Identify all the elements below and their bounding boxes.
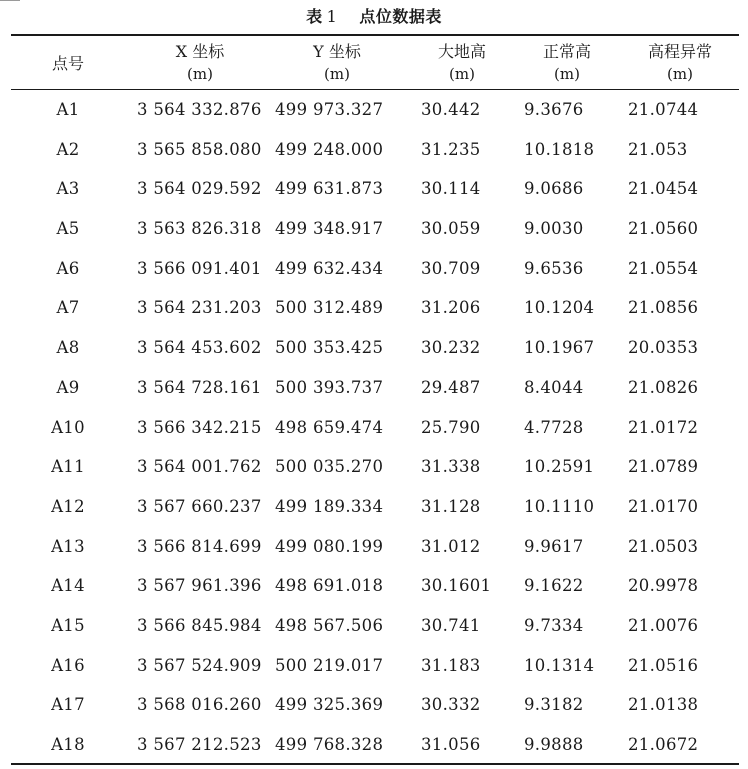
cell-x-coordinate: 3 564 001.762 <box>137 457 262 477</box>
header-x-coordinate-label: X 坐标 <box>175 42 225 61</box>
cell-normal-height: 10.1204 <box>524 298 595 318</box>
cell-x-coordinate: 3 564 231.203 <box>137 298 262 318</box>
cell-geodetic-height: 31.128 <box>421 496 481 516</box>
cell-normal-height: 9.0686 <box>524 179 584 199</box>
header-normal-height-unit: (m) <box>554 65 580 83</box>
table-header <box>0 36 748 88</box>
cell-normal-height: 9.9888 <box>524 735 584 754</box>
cell-y-coordinate: 498 659.474 <box>275 417 384 437</box>
cell-y-coordinate: 500 312.489 <box>275 298 384 318</box>
cell-geodetic-height: 30.741 <box>421 615 481 635</box>
cell-geodetic-height: 30.1601 <box>421 576 492 596</box>
table-row <box>0 131 748 171</box>
table-row <box>0 528 748 568</box>
cell-height-anomaly: 21.0454 <box>628 179 699 199</box>
cell-point-id: A15 <box>51 615 85 635</box>
cell-x-coordinate: 3 566 091.401 <box>137 258 262 278</box>
cell-geodetic-height: 30.442 <box>421 100 481 119</box>
cell-normal-height: 4.7728 <box>524 417 584 437</box>
cell-height-anomaly: 20.9978 <box>628 576 699 596</box>
table-row <box>0 289 748 329</box>
caption-label: 表 <box>306 7 323 26</box>
cell-x-coordinate: 3 567 524.909 <box>137 655 262 675</box>
header-y-coordinate-unit: (m) <box>324 65 350 83</box>
table-row <box>0 369 748 409</box>
cell-height-anomaly: 21.0172 <box>628 417 699 437</box>
cell-normal-height: 9.6536 <box>524 258 584 278</box>
cell-point-id: A13 <box>51 536 85 556</box>
cell-height-anomaly: 21.0170 <box>628 496 699 516</box>
table-caption <box>0 4 748 27</box>
table-row <box>0 250 748 290</box>
header-height-anomaly-label: 高程异常 <box>647 42 712 61</box>
cell-y-coordinate: 499 768.328 <box>275 735 384 754</box>
cell-x-coordinate: 3 567 961.396 <box>137 576 262 596</box>
cell-point-id: A9 <box>56 377 80 397</box>
cell-x-coordinate: 3 567 212.523 <box>137 735 262 754</box>
table-row <box>0 647 748 687</box>
cell-point-id: A12 <box>51 496 85 516</box>
cell-point-id: A6 <box>56 258 80 278</box>
table-row <box>0 448 748 488</box>
cell-x-coordinate: 3 566 342.215 <box>137 417 262 437</box>
cell-height-anomaly: 21.0826 <box>628 377 699 397</box>
header-x-coordinate-unit: (m) <box>187 65 213 83</box>
cell-height-anomaly: 21.0789 <box>628 457 699 477</box>
header-geodetic-height <box>422 36 502 88</box>
cell-x-coordinate: 3 564 029.592 <box>137 179 262 199</box>
cell-y-coordinate: 499 248.000 <box>275 139 384 159</box>
cell-y-coordinate: 499 080.199 <box>275 536 384 556</box>
cell-x-coordinate: 3 566 814.699 <box>137 536 262 556</box>
cell-normal-height: 10.1314 <box>524 655 595 675</box>
table-row <box>0 686 748 726</box>
cell-point-id: A14 <box>51 576 85 596</box>
cell-point-id: A17 <box>51 695 85 715</box>
cell-y-coordinate: 498 691.018 <box>275 576 384 596</box>
cell-height-anomaly: 20.0353 <box>628 338 699 358</box>
cell-height-anomaly: 21.0672 <box>628 735 699 754</box>
cell-normal-height: 9.0030 <box>524 219 584 239</box>
table-row <box>0 567 748 607</box>
table-row <box>0 488 748 528</box>
caption-number: 1 <box>326 7 338 26</box>
cell-x-coordinate: 3 564 332.876 <box>137 100 262 119</box>
header-geodetic-height-label: 大地高 <box>437 42 486 61</box>
cell-normal-height: 10.1967 <box>524 338 595 358</box>
table-row <box>0 170 748 210</box>
cell-x-coordinate: 3 564 453.602 <box>137 338 262 358</box>
table-header-rule <box>11 89 739 90</box>
header-x-coordinate <box>150 36 250 88</box>
table-body <box>0 91 748 766</box>
header-height-anomaly <box>630 36 730 88</box>
header-geodetic-height-unit: (m) <box>449 65 475 83</box>
cell-normal-height: 9.3182 <box>524 695 584 715</box>
cell-geodetic-height: 30.232 <box>421 338 481 358</box>
cell-height-anomaly: 21.0138 <box>628 695 699 715</box>
cell-point-id: A7 <box>56 298 80 318</box>
cell-y-coordinate: 499 189.334 <box>275 496 384 516</box>
cell-geodetic-height: 31.012 <box>421 536 481 556</box>
cell-normal-height: 10.1110 <box>524 496 595 516</box>
header-y-coordinate <box>287 36 387 88</box>
cell-point-id: A3 <box>56 179 80 199</box>
header-point-id-label: 点号 <box>51 54 84 73</box>
cell-y-coordinate: 499 348.917 <box>275 219 384 239</box>
cell-geodetic-height: 31.338 <box>421 457 481 477</box>
cell-height-anomaly: 21.0503 <box>628 536 699 556</box>
cell-point-id: A18 <box>51 735 85 754</box>
table-row <box>0 726 748 766</box>
cell-geodetic-height: 31.056 <box>421 735 481 754</box>
cell-y-coordinate: 500 393.737 <box>275 377 384 397</box>
caption-title: 点位数据表 <box>359 7 442 26</box>
table-row <box>0 409 748 449</box>
cell-y-coordinate: 500 219.017 <box>275 655 384 675</box>
cell-normal-height: 9.1622 <box>524 576 584 596</box>
cell-y-coordinate: 499 631.873 <box>275 179 384 199</box>
cell-geodetic-height: 30.059 <box>421 219 481 239</box>
header-y-coordinate-label: Y 坐标 <box>313 42 361 61</box>
cell-y-coordinate: 499 632.434 <box>275 258 384 278</box>
corner-crop-mark <box>0 0 20 3</box>
cell-normal-height: 9.3676 <box>524 100 584 119</box>
header-normal-height <box>527 36 607 88</box>
cell-geodetic-height: 30.114 <box>421 179 481 199</box>
cell-geodetic-height: 31.206 <box>421 298 481 318</box>
cell-normal-height: 10.1818 <box>524 139 595 159</box>
cell-height-anomaly: 21.0560 <box>628 219 699 239</box>
cell-geodetic-height: 30.709 <box>421 258 481 278</box>
cell-point-id: A1 <box>56 100 80 119</box>
table-row <box>0 210 748 250</box>
cell-x-coordinate: 3 568 016.260 <box>137 695 262 715</box>
cell-point-id: A8 <box>56 338 80 358</box>
cell-y-coordinate: 500 353.425 <box>275 338 384 358</box>
cell-y-coordinate: 500 035.270 <box>275 457 384 477</box>
header-height-anomaly-unit: (m) <box>667 65 693 83</box>
cell-x-coordinate: 3 565 858.080 <box>137 139 262 159</box>
cell-normal-height: 8.4044 <box>524 377 584 397</box>
cell-height-anomaly: 21.0076 <box>628 615 699 635</box>
cell-point-id: A2 <box>56 139 80 159</box>
cell-geodetic-height: 29.487 <box>421 377 481 397</box>
table-bottom-rule <box>11 763 739 765</box>
cell-normal-height: 9.7334 <box>524 615 584 635</box>
cell-geodetic-height: 31.235 <box>421 139 481 159</box>
cell-geodetic-height: 31.183 <box>421 655 481 675</box>
cell-point-id: A11 <box>51 457 85 477</box>
header-point-id <box>40 36 96 88</box>
cell-normal-height: 9.9617 <box>524 536 584 556</box>
cell-y-coordinate: 498 567.506 <box>275 615 384 635</box>
table-row <box>0 329 748 369</box>
cell-x-coordinate: 3 564 728.161 <box>137 377 262 397</box>
cell-normal-height: 10.2591 <box>524 457 595 477</box>
cell-height-anomaly: 21.0516 <box>628 655 699 675</box>
cell-x-coordinate: 3 567 660.237 <box>137 496 262 516</box>
cell-y-coordinate: 499 973.327 <box>275 100 384 119</box>
cell-geodetic-height: 25.790 <box>421 417 481 437</box>
cell-point-id: A16 <box>51 655 85 675</box>
table-row <box>0 91 748 131</box>
cell-x-coordinate: 3 566 845.984 <box>137 615 262 635</box>
cell-x-coordinate: 3 563 826.318 <box>137 219 262 239</box>
header-normal-height-label: 正常高 <box>542 42 591 61</box>
cell-point-id: A5 <box>56 219 80 239</box>
cell-geodetic-height: 30.332 <box>421 695 481 715</box>
cell-height-anomaly: 21.053 <box>628 139 688 159</box>
cell-height-anomaly: 21.0554 <box>628 258 699 278</box>
table-row <box>0 607 748 647</box>
cell-point-id: A10 <box>51 417 85 437</box>
cell-height-anomaly: 21.0744 <box>628 100 699 119</box>
cell-y-coordinate: 499 325.369 <box>275 695 384 715</box>
cell-height-anomaly: 21.0856 <box>628 298 699 318</box>
